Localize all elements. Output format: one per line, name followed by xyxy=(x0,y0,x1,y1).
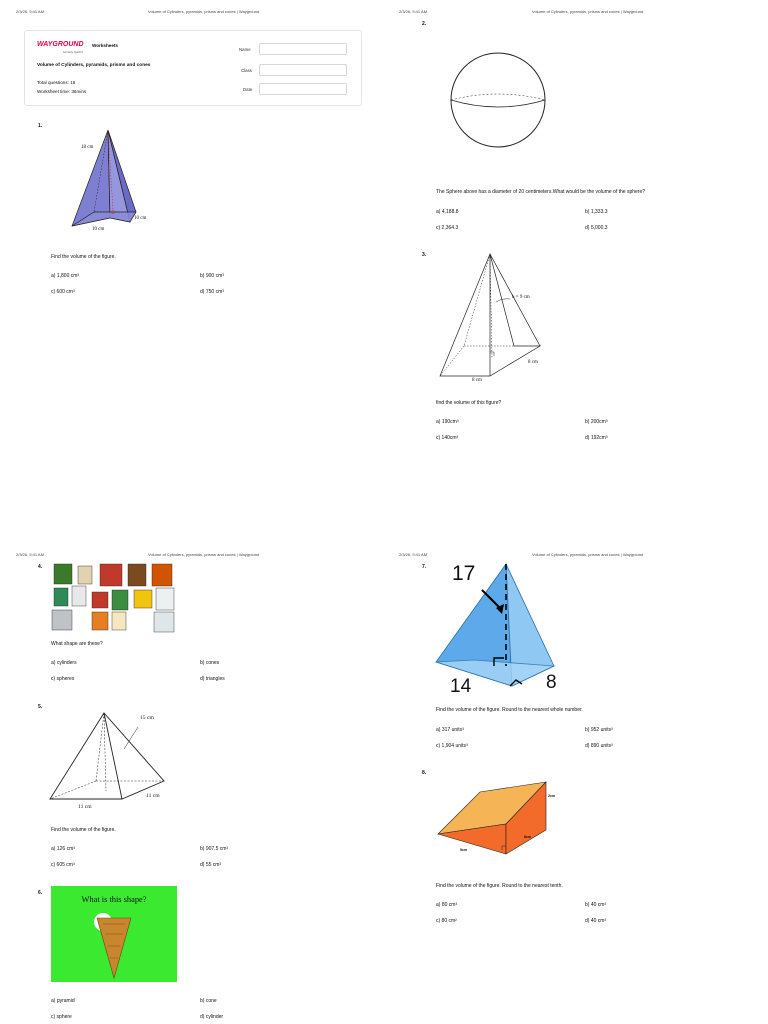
cone-image xyxy=(51,886,177,982)
question-number: 8. xyxy=(422,770,427,776)
worksheet-title: Volume of Cylinders, pyramids, prisms and cones xyxy=(37,63,151,68)
question-text: Find the volume of the figure. Round to the nearest tenth. xyxy=(436,883,563,889)
question-number: 4. xyxy=(38,564,43,570)
question-number: 1. xyxy=(38,123,43,129)
page-header-date: 2/3/26, 9:41 AM xyxy=(399,552,428,557)
length-label: 5cm xyxy=(460,848,468,852)
sphere-figure xyxy=(450,52,546,148)
option-b[interactable]: b) 952 units³ xyxy=(585,727,613,733)
slant-height-label: 15 cm xyxy=(140,715,154,721)
side-label: 8 xyxy=(546,672,557,693)
option-a[interactable]: a) 126 cm³ xyxy=(51,846,75,852)
option-c[interactable]: c) 140cm³ xyxy=(436,435,459,441)
page-header-title: Volume of Cylinders, pyramids, prisms and cones | Wayground xyxy=(148,552,260,557)
option-c[interactable]: c) 80 cm² xyxy=(436,918,457,924)
option-a[interactable]: a) 317 units³ xyxy=(436,727,464,733)
option-a[interactable]: a) 190cm³ xyxy=(436,419,459,425)
square-pyramid-figure xyxy=(436,252,556,382)
worksheet-header-card xyxy=(24,30,362,106)
option-a[interactable]: a) 80 cm³ xyxy=(436,902,458,908)
date-field[interactable] xyxy=(259,83,347,95)
option-b[interactable]: b) cone xyxy=(200,998,217,1004)
question-text: What shape are these? xyxy=(51,641,103,647)
side-label: 8 cm xyxy=(472,378,482,383)
option-d[interactable]: d) cylinder xyxy=(200,1014,224,1020)
page-header-title: Volume of Cylinders, pyramids, prisms and cones | Wayground xyxy=(532,9,644,14)
page-header-title: Volume of Cylinders, pyramids, prisms and cones | Wayground xyxy=(148,9,260,14)
brand-subtitle: formerly Quizizz xyxy=(63,50,84,54)
page-header-date: 2/3/26, 9:41 AM xyxy=(16,9,45,14)
option-c[interactable]: c) 2,364.3 xyxy=(436,225,459,231)
image-caption: What is this shape? xyxy=(81,895,147,904)
option-d[interactable]: d) 750 cm³ xyxy=(200,289,224,295)
option-d[interactable]: d) triangles xyxy=(200,676,225,682)
option-b[interactable]: b) cones xyxy=(200,660,220,666)
side-label: 10 cm xyxy=(134,216,147,221)
option-a[interactable]: a) pyramid xyxy=(51,998,75,1004)
question-text: The Sphere above has a diameter of 20 centimeters.What would be the volume of the sphere? xyxy=(436,189,646,195)
base-label: 14 xyxy=(450,676,472,697)
date-label: Date xyxy=(243,87,253,92)
option-a[interactable]: a) 4,188.8 xyxy=(436,209,459,215)
name-label: Name xyxy=(239,47,251,52)
page-header-title: Volume of Cylinders, pyramids, prisms and cones | Wayground xyxy=(532,552,644,557)
brand-logo: WAYGROUND xyxy=(37,41,84,48)
question-text: Find the volume of the figure. xyxy=(51,827,116,833)
square-pyramid-figure xyxy=(60,126,170,236)
side-label: 10 cm xyxy=(92,227,105,232)
option-c[interactable]: c) 600 cm³ xyxy=(51,289,75,295)
option-c[interactable]: c) spheres xyxy=(51,676,75,682)
height-label: 2cm xyxy=(548,794,556,798)
option-b[interactable]: b) 40 cm³ xyxy=(585,902,607,908)
worksheet-time: Worksheet time: 36mins xyxy=(37,89,87,94)
class-field[interactable] xyxy=(259,64,347,76)
ice-cream-cone-icon xyxy=(91,910,137,980)
question-number: 2. xyxy=(422,21,427,27)
option-d[interactable]: d) 890 units³ xyxy=(585,743,613,749)
side-label: 11 cm xyxy=(78,804,92,810)
side-label: 8 cm xyxy=(528,360,538,365)
question-number: 7. xyxy=(422,564,427,570)
question-number: 5. xyxy=(38,704,43,710)
option-b[interactable]: b) 1,333.3 xyxy=(585,209,608,215)
name-field[interactable] xyxy=(259,43,347,55)
question-number: 3. xyxy=(422,252,427,258)
option-d[interactable]: d) 5,000.3 xyxy=(585,225,608,231)
option-c[interactable]: c) 605 cm³ xyxy=(51,862,75,868)
question-text: Find the volume of the figure. Round to the nearest whole number. xyxy=(436,707,583,713)
class-label: Class xyxy=(241,68,252,73)
page-1 xyxy=(0,0,384,512)
option-d[interactable]: d) 40 cm³ xyxy=(585,918,607,924)
option-b[interactable]: b) 200cm³ xyxy=(585,419,608,425)
slant-height-label: 18 cm xyxy=(81,145,94,150)
depth-label: 8cm xyxy=(524,835,532,839)
page-4 xyxy=(384,512,768,1024)
height-label: h = 9 cm xyxy=(512,295,530,300)
triangular-prism-figure xyxy=(436,780,552,856)
question-text: Find the volume of the figure. xyxy=(51,254,116,260)
canned-goods-image xyxy=(50,562,176,634)
page-header-date: 2/3/26, 9:41 AM xyxy=(16,552,45,557)
page-2 xyxy=(384,0,768,512)
square-pyramid-figure xyxy=(48,709,178,805)
total-questions: Total questions: 15 xyxy=(37,80,76,85)
option-b[interactable]: b) 907.5 cm³ xyxy=(200,846,229,852)
option-c[interactable]: c) 1,904 units³ xyxy=(436,743,468,749)
option-d[interactable]: d) 192cm³ xyxy=(585,435,608,441)
worksheets-label: Worksheets xyxy=(92,43,118,48)
question-text: find the volume of this figure? xyxy=(436,400,502,406)
option-b[interactable]: b) 900 cm³ xyxy=(200,273,224,279)
height-label: 17 xyxy=(452,562,476,585)
question-number: 6. xyxy=(38,890,43,896)
side-label: 11 cm xyxy=(146,793,160,799)
option-a[interactable]: a) cylinders xyxy=(51,660,77,666)
page-3 xyxy=(0,512,384,1024)
page-header-date: 2/3/26, 9:41 AM xyxy=(399,9,428,14)
option-a[interactable]: a) 1,800 cm³ xyxy=(51,273,80,279)
option-d[interactable]: d) 55 cm³ xyxy=(200,862,222,868)
option-c[interactable]: c) sphere xyxy=(51,1014,72,1020)
